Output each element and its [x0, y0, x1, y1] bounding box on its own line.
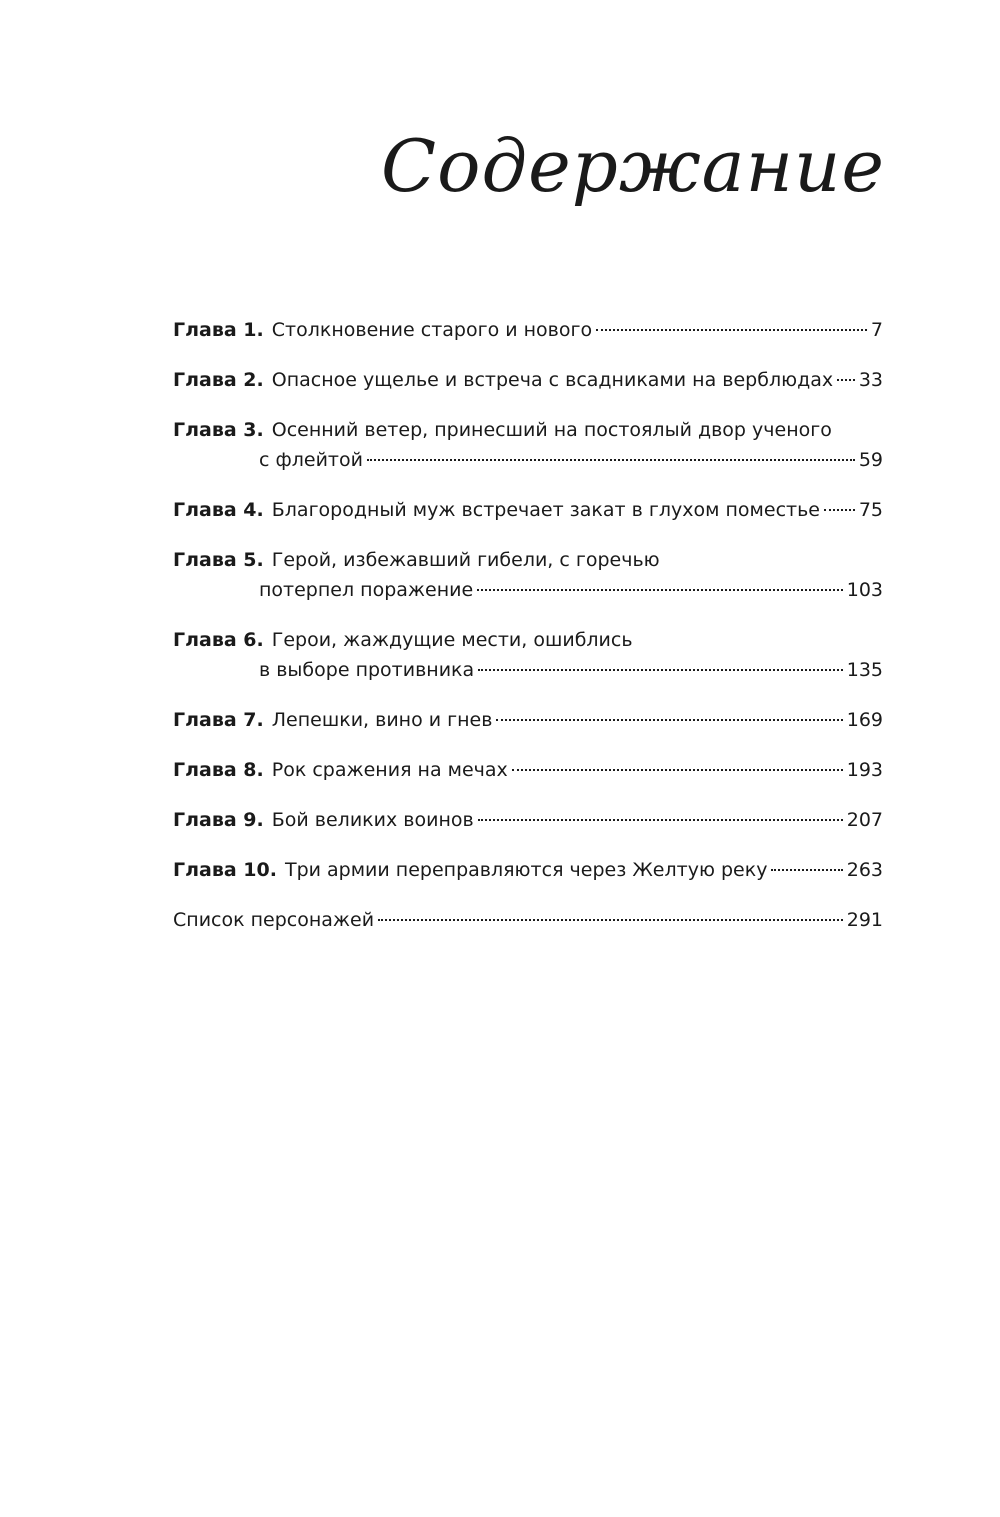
toc-entry-label: Глава 2.: [173, 369, 264, 391]
toc-entry-2[interactable]: [173, 365, 883, 395]
dot-leader: [771, 869, 842, 871]
dot-leader: [512, 769, 843, 771]
toc-entry-5[interactable]: [173, 545, 883, 605]
toc-entry-3[interactable]: [173, 415, 883, 475]
toc-entry-title-continued: с флейтой: [259, 449, 363, 471]
toc-entry-title: Список персонажей: [173, 909, 375, 931]
toc-entry-label: Глава 1.: [173, 319, 264, 341]
toc-entry-title: Герой, избежавший гибели, с горечью: [271, 549, 660, 571]
toc-entry-page: 193: [846, 759, 883, 781]
toc-entry-title: Опасное ущелье и встреча с всадниками на верблюдах: [271, 369, 834, 391]
toc-entry-page: 7: [870, 319, 883, 341]
toc-entry-page: 263: [846, 859, 883, 881]
table-of-contents: [173, 315, 883, 935]
toc-entry-title: Герои, жаждущие мести, ошиблись: [271, 629, 633, 651]
toc-entry-page: 169: [846, 709, 883, 731]
page-title: Содержание: [381, 124, 885, 208]
toc-entry-label: Глава 7.: [173, 709, 264, 731]
toc-entry-characters[interactable]: [173, 905, 883, 935]
toc-entry-page: 75: [858, 499, 883, 521]
dot-leader: [478, 669, 843, 671]
toc-entry-6[interactable]: [173, 625, 883, 685]
toc-entry-label: Глава 10.: [173, 859, 277, 881]
toc-entry-label: Глава 6.: [173, 629, 264, 651]
dot-leader: [496, 719, 842, 721]
toc-entry-title: Осенний ветер, принесший на постоялый двор ученого: [271, 419, 832, 441]
dot-leader: [478, 819, 843, 821]
toc-entry-page: 59: [858, 449, 883, 471]
toc-entry-title-continued: потерпел поражение: [259, 579, 474, 601]
toc-entry-page: 33: [858, 369, 883, 391]
toc-entry-title: Благородный муж встречает закат в глухом поместье: [271, 499, 820, 521]
toc-entry-title: Бой великих воинов: [271, 809, 474, 831]
toc-entry-8[interactable]: [173, 755, 883, 785]
toc-entry-label: Глава 4.: [173, 499, 264, 521]
toc-entry-label: Глава 9.: [173, 809, 264, 831]
dot-leader: [596, 329, 867, 331]
toc-entry-title: Рок сражения на мечах: [271, 759, 508, 781]
dot-leader: [367, 459, 855, 461]
toc-entry-title: Лепешки, вино и гнев: [271, 709, 493, 731]
dot-leader: [477, 589, 843, 591]
toc-entry-page: 207: [846, 809, 883, 831]
toc-entry-4[interactable]: [173, 495, 883, 525]
dot-leader: [837, 379, 855, 381]
toc-entry-title: Столкновение старого и нового: [271, 319, 593, 341]
toc-entry-1[interactable]: [173, 315, 883, 345]
toc-entry-label: Глава 8.: [173, 759, 264, 781]
toc-entry-label: Глава 3.: [173, 419, 264, 441]
dot-leader: [824, 509, 855, 511]
toc-entry-10[interactable]: [173, 855, 883, 885]
toc-entry-page: 291: [846, 909, 883, 931]
toc-entry-page: 135: [846, 659, 883, 681]
toc-entry-page: 103: [846, 579, 883, 601]
toc-entry-label: Глава 5.: [173, 549, 264, 571]
toc-entry-7[interactable]: [173, 705, 883, 735]
toc-entry-title: Три армии переправляются через Желтую реку: [284, 859, 768, 881]
toc-entry-title-continued: в выборе противника: [259, 659, 475, 681]
dot-leader: [378, 919, 843, 921]
toc-entry-9[interactable]: [173, 805, 883, 835]
